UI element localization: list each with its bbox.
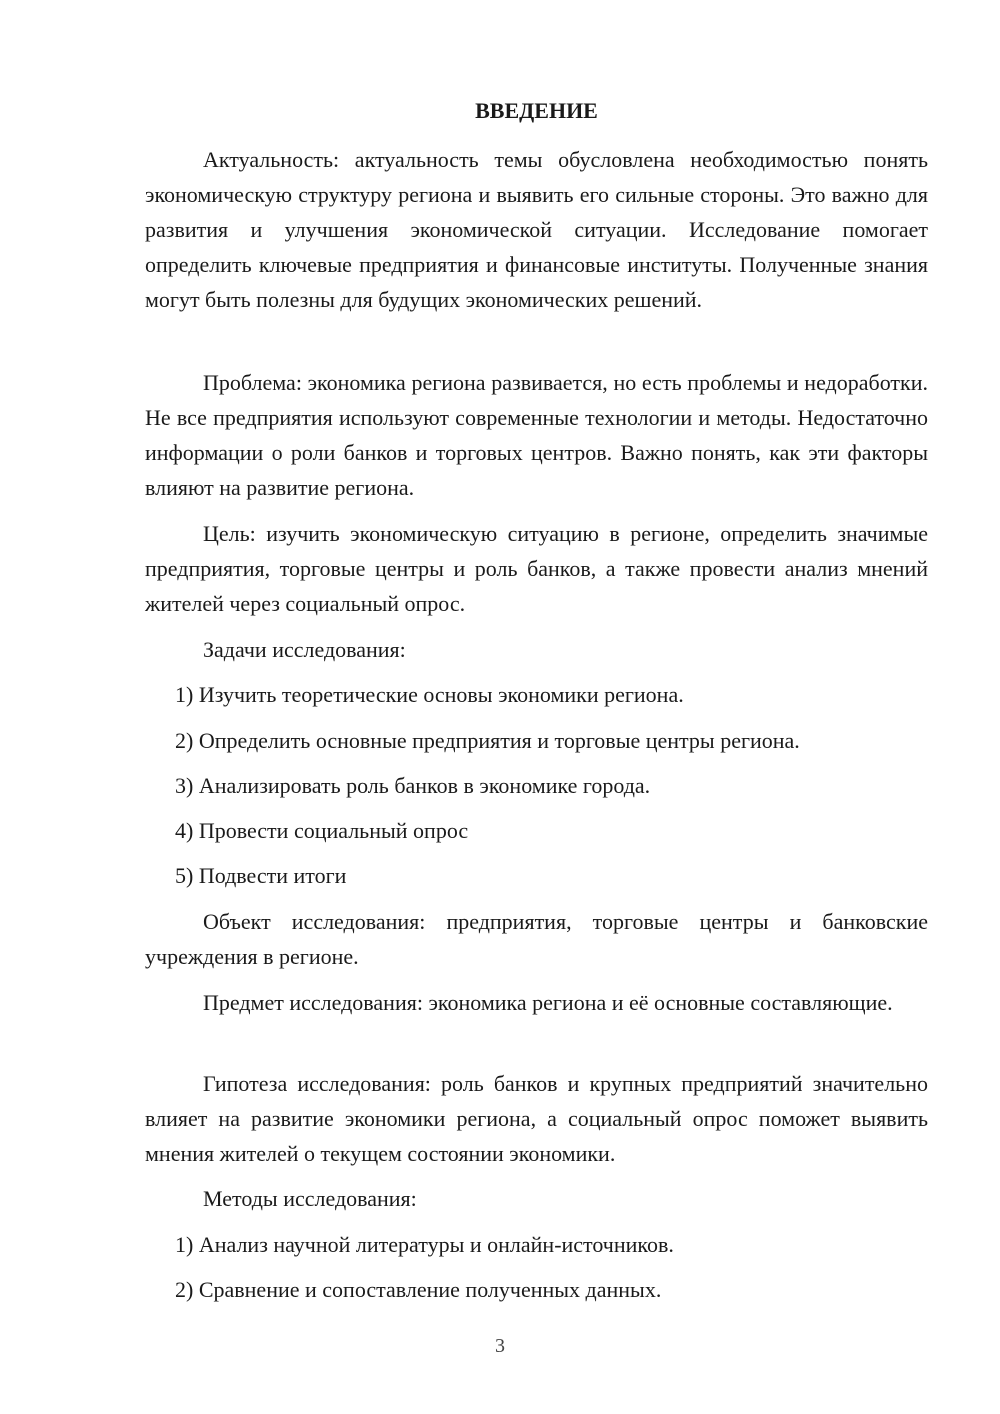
methods-title: Методы исследования: xyxy=(203,1186,417,1211)
method-item: 2) Сравнение и сопоставление полученных данных. xyxy=(175,1277,662,1302)
object-paragraph: Объект исследования: предприятия, торговые центры и банковские учреждения в регионе. xyxy=(145,909,928,969)
method-item: 1) Анализ научной литературы и онлайн-источников. xyxy=(175,1232,674,1257)
problem-paragraph: Проблема: экономика региона развивается, но есть проблемы и недоработки. Не все предприятия используют современные технологии и методы. Недостаточно информации о роли банков и торговых центров. Важно понять, как эти факторы влияют на развитие региона. xyxy=(145,370,928,500)
relevance-paragraph: Актуальность: актуальность темы обусловлена необходимостью понять экономическую структуру региона и выявить его сильные стороны. Это важно для развития и улучшения экономической ситуации. Исследование помогает определить ключевые предприятия и финансовые институты. Полученные знания могут быть полезны для будущих экономических решений. xyxy=(145,147,928,312)
task-item: 3) Анализировать роль банков в экономике города. xyxy=(175,773,651,798)
task-item: 1) Изучить теоретические основы экономики региона. xyxy=(175,682,684,707)
section-heading: ВВЕДЕНИЕ xyxy=(475,98,598,123)
tasks-title: Задачи исследования: xyxy=(203,637,406,662)
task-item: 5) Подвести итоги xyxy=(175,863,347,888)
subject-paragraph: Предмет исследования: экономика региона и её основные составляющие. xyxy=(203,990,893,1015)
task-item: 4) Провести социальный опрос xyxy=(175,818,469,843)
page-number: 3 xyxy=(495,1335,505,1357)
hypothesis-paragraph: Гипотеза исследования: роль банков и крупных предприятий значительно влияет на развитие экономики региона, а социальный опрос поможет выявить мнения жителей о текущем состоянии экономики. xyxy=(145,1071,928,1166)
task-item: 2) Определить основные предприятия и торговые центры региона. xyxy=(175,728,800,753)
goal-paragraph: Цель: изучить экономическую ситуацию в регионе, определить значимые предприятия, торговые центры и роль банков, а также провести анализ мнений жителей через социальный опрос. xyxy=(145,521,928,616)
